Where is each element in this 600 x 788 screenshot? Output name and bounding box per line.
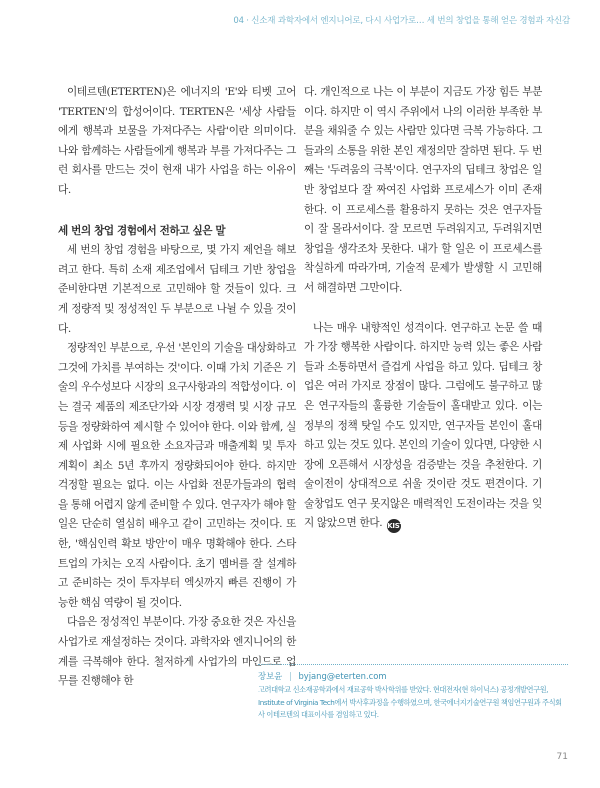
right-column (304, 83, 542, 534)
author-bio: 고려대학교 신소재공학과에서 재료공학 박사학위를 받았다. 현대전자(현 하이닉스) 공정개발연구원, Institute of Virginia Tech에서 박사후과정을 수행하였으며, 한국에너지기술연구원 책임연구원과 주식회사 이테르텐의 대표이사를 겸임하고 있다. (258, 685, 562, 720)
paragraph (304, 319, 542, 535)
author-box (258, 664, 568, 722)
running-header: 04 · 신소재 과학자에서 엔지니어로, 다시 사업가로… 세 번의 창업을 통해 얻은 경험과 자신감 (233, 16, 570, 26)
separator: | (288, 671, 292, 681)
kist-end-mark-icon: KIST (387, 519, 401, 533)
paragraph: 다음은 정성적인 부분이다. 가장 중요한 것은 자신을 사업가로 재설정하는 것이다. 과학자와 엔지니어의 한계를 극복해야 한다. 철저하게 사업가의 마인드로 업무를 진행해야 한 (58, 616, 296, 688)
author-email[interactable]: byjang@eterten.com (298, 671, 387, 681)
section-subheading: 세 번의 창업 경험에서 전하고 싶은 말 (58, 224, 226, 237)
left-column (58, 83, 296, 692)
paragraph: 정량적인 부분으로, 우선 '본인의 기술을 대상화하고 그것에 가치를 부여하는 것'이다. 이때 가치 기준은 기술의 우수성보다 시장의 요구사항과의 적합성이다. 이는 결국 제품의 제조단가와 시장 경쟁력 및 시장 규모 등을 정량화하여 제시할 수 있어야 한다. 이와 함께, 실제 사업화 시에 필요한 소요자금과 매출계획 및 투자계획이 최소 5년 후까지 정량화되어야 한다. 하지만 걱정할 필요는 없다. 이는 사업화 전문가들과의 협력을 통해 어렵지 않게 준비할 수 있다. 연구자가 해야 할 일은 단순히 열심히 배우고 같이 고민하는 것이다. 또한, '핵심인력 확보 방안'이 매우 명확해야 한다. 스타트업의 가치는 오직 사람이다. 초기 멤버를 잘 설계하고 준비하는 것이 투자부터 엑싯까지 빠른 진행이 가능한 핵심 역량이 될 것이다. (58, 342, 296, 609)
author-line (258, 669, 568, 683)
author-name: 장보윤 (258, 671, 283, 681)
page-number: 71 (556, 752, 568, 762)
paragraph: 다. 개인적으로 나는 이 부분이 지금도 가장 힘든 부분이다. 하지만 이 역시 주위에서 나의 이러한 부족한 부분을 채워줄 수 있는 사람만 있다면 극복 가능하다. 그들과의 소통을 위한 본인 재정의만 잘하면 된다. 두 번째는 '두려움의 극복'이다. 연구자의 딥테크 창업은 일반 창업보다 잘 짜여진 사업화 프로세스가 이미 존재한다. 이 프로세스를 활용하지 못하는 것은 연구자들이 잘 몰라서이다. 잘 모르면 두려워지고, 두려워지면 창업을 생각조차 못한다. 내가 할 일은 이 프로세스를 착실하게 따라가며, 기술적 문제가 발생할 시 고민해서 해결하면 그만이다. (304, 86, 542, 294)
paragraph: 세 번의 창업 경험을 바탕으로, 몇 가지 제언을 해보려고 한다. 특히 소재 제조업에서 딥테크 기반 창업을 준비한다면 기본적으로 고민해야 할 것들이 있다. 크게 정량적 및 정성적인 두 부분으로 나뉠 수 있을 것이다. (58, 244, 296, 335)
paragraph: 이테르텐(ETERTEN)은 에너지의 'E'와 티벳 고어 'TERTEN'의 합성어이다. TERTEN은 '세상 사람들에게 행복과 보물을 가져다주는 사람'이란 의미이다. 나와 함께하는 사람들에게 행복과 부를 가져다주는 그런 회사를 만드는 것이 현재 내가 사업을 하는 이유이다. (58, 86, 296, 196)
paragraph-text: 나는 매우 내향적인 성격이다. 연구하고 논문 쓸 때가 가장 행복한 사람이다. 하지만 능력 있는 좋은 사람들과 소통하면서 즐겁게 사업을 하고 있다. 딥테크 창업은 여러 가지로 장점이 많다. 그럼에도 불구하고 많은 연구자들의 훌륭한 기술들이 홀대받고 있다. 이는 정부의 정책 탓일 수도 있지만, 연구자들 본인이 홀대하고 있는 것도 있다. 본인의 기술이 있다면, 다양한 시장에 오픈해서 시장성을 검증받는 것을 추천한다. 기술이전이 상대적으로 쉬울 것이란 것도 편견이다. 기술창업도 연구 못지않은 매력적인 도전이라는 것을 잊지 않았으면 한다. (304, 321, 542, 530)
